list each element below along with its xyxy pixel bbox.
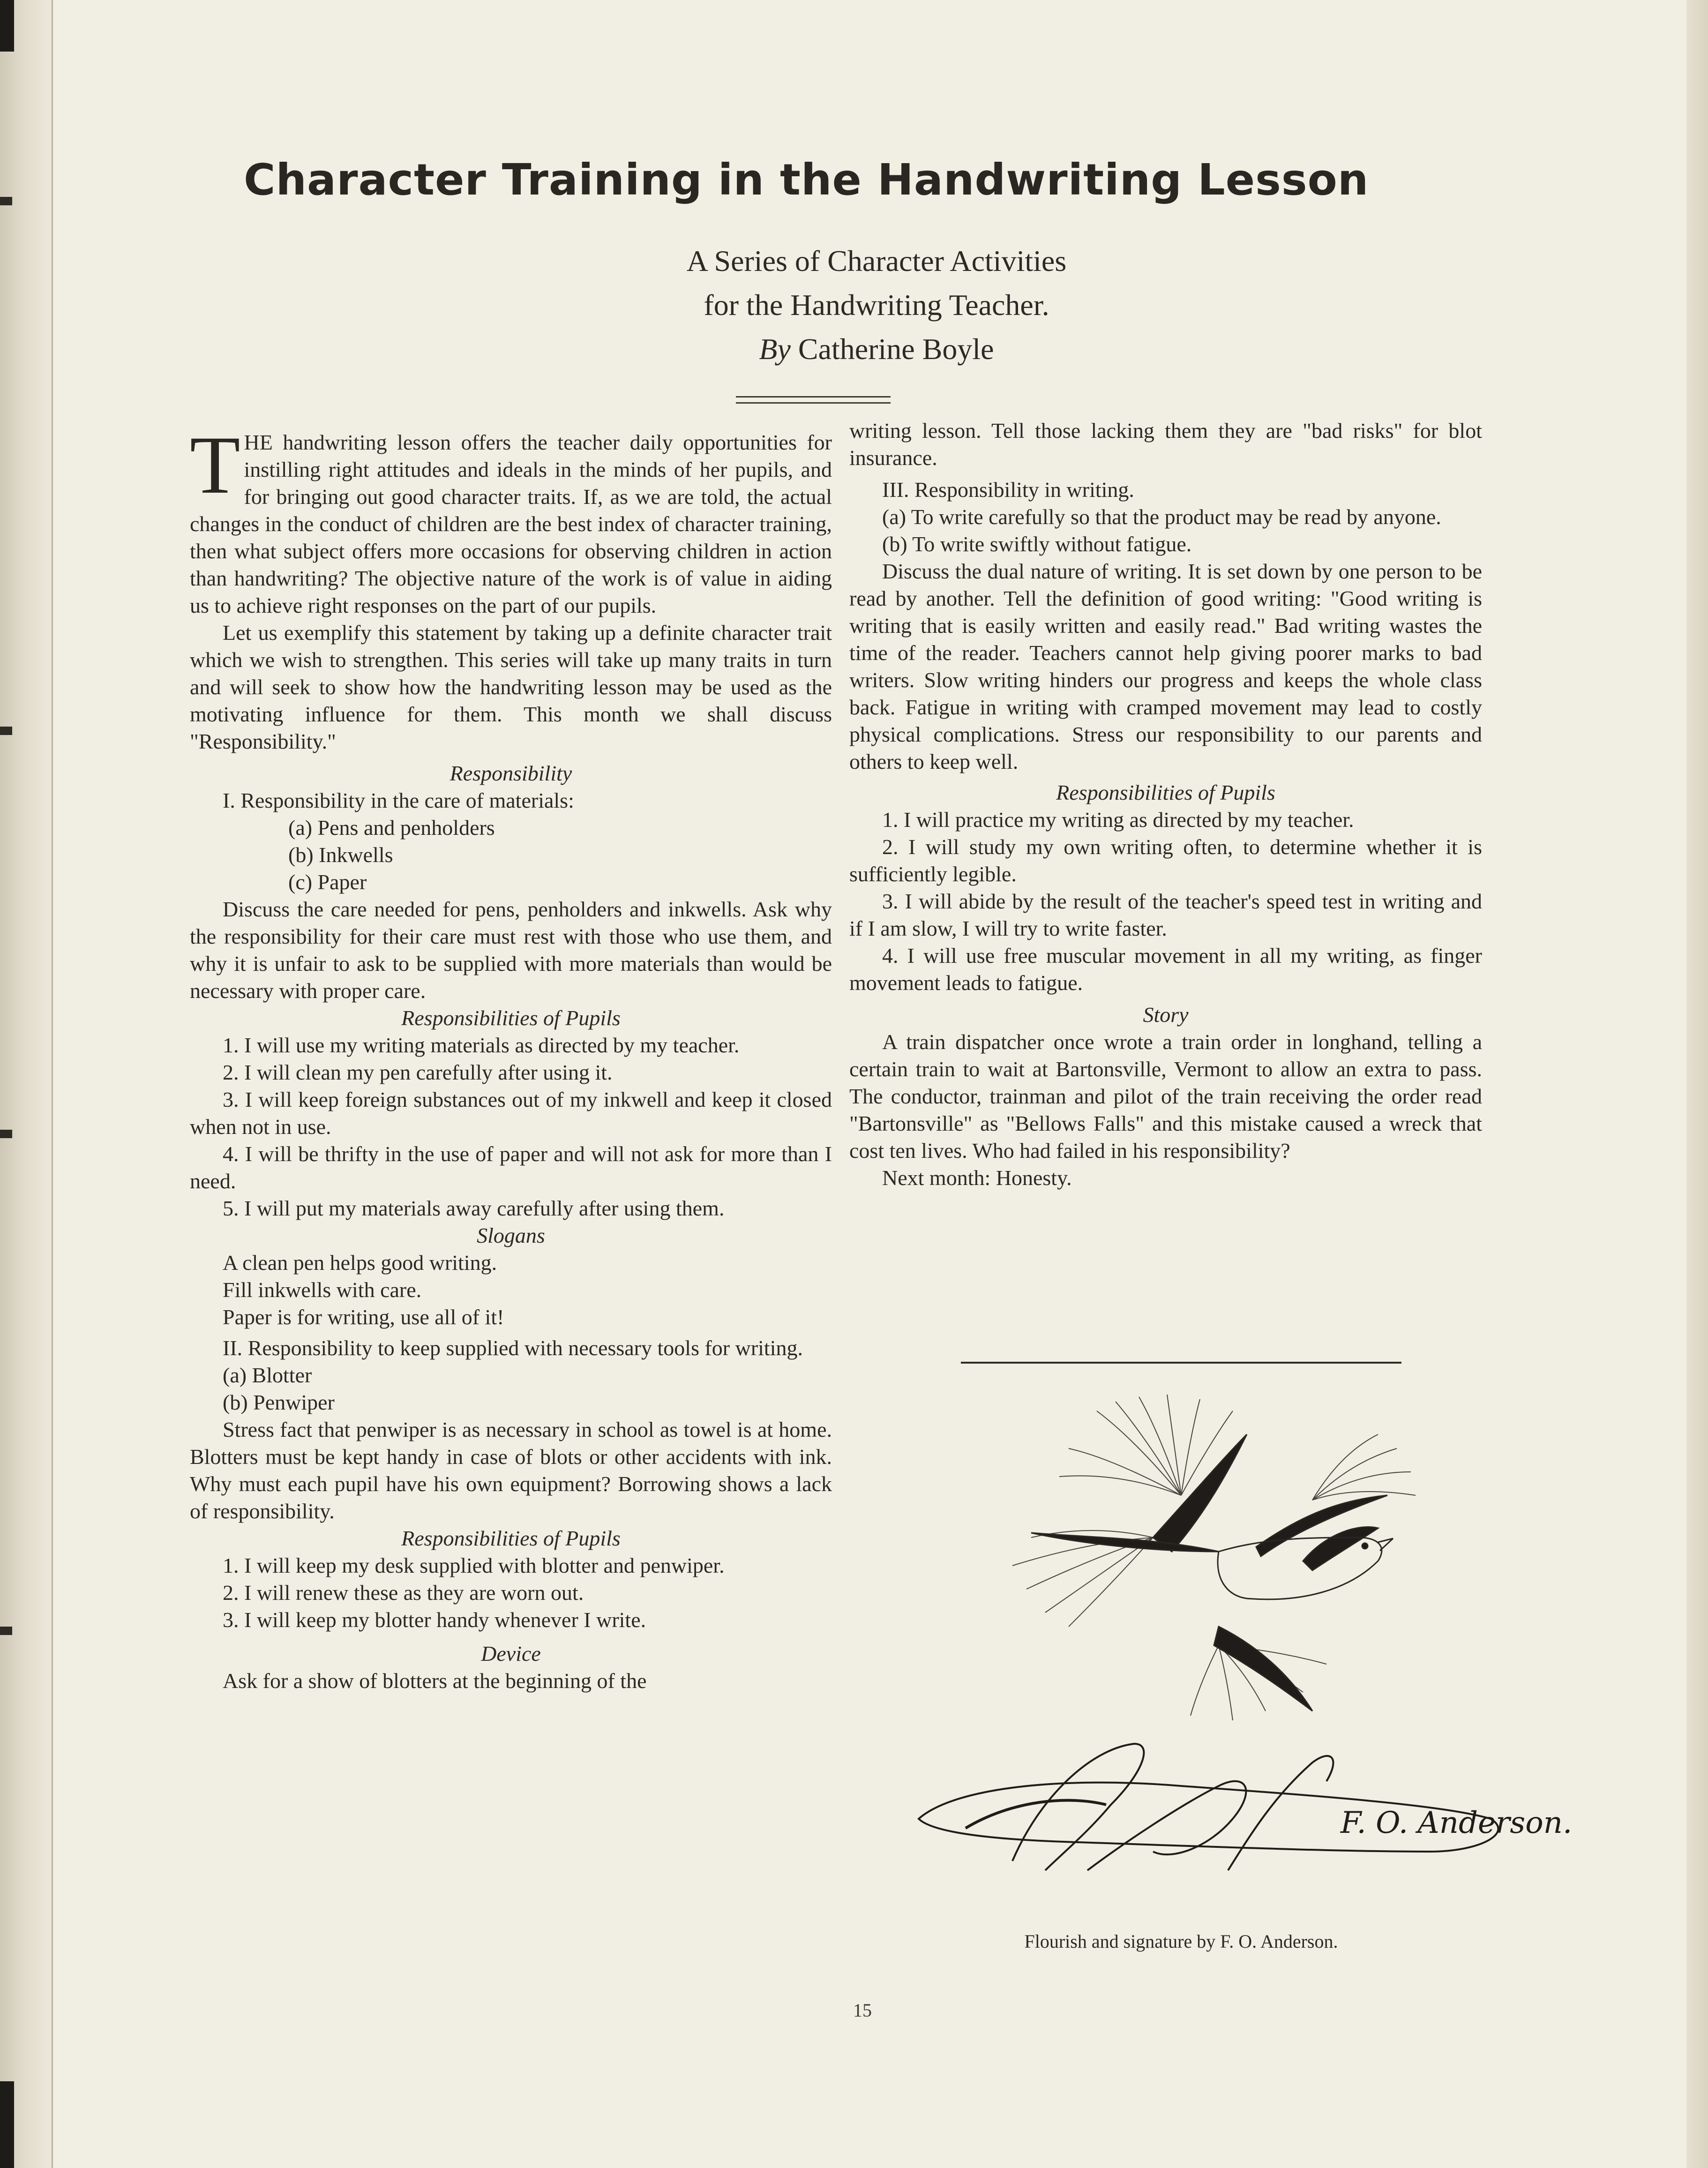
list-item: (b) Penwiper [223,1390,335,1414]
paragraph: Discuss the dual nature of writing. It is set down by one person to be read by another. Tell the definition of good writing: "Good writing is writing that is easily written and easily read." Bad writing wastes the time of the reader. Teachers cannot help giving poorer marks to bad writers. Slow writing hinders our progress and keeps the whole class back. Fatigue in writing with cramped movement may lead to costly physical complications. Stress our responsibility to our parents and others to keep well. [849,559,1482,773]
binding-mark [0,197,12,205]
drop-cap: T [190,420,240,511]
slogan: A clean pen helps good writing. [223,1251,497,1275]
section-heading: Responsibilities of Pupils [401,1526,621,1550]
binding-mark [0,1627,12,1635]
section-heading: Story [1143,1003,1189,1027]
list-item: 2. I will clean my pen carefully after using it. [223,1060,613,1084]
page-edge-shadow [0,2081,14,2168]
binding-spine [0,0,53,2168]
section-title: I. Responsibility in the care of materials: [223,788,574,812]
list-item: 2. I will study my own writing often, to determine whether it is sufficiently legible. [849,835,1482,886]
list-item: (a) To write carefully so that the product may be read by anyone. [882,505,1441,529]
list-item: 3. I will abide by the result of the teacher's speed test in writing and if I am slow, I will try to write faster. [849,889,1482,940]
list-item: 3. I will keep my blotter handy whenever I write. [223,1608,646,1632]
subtitle-line: for the Handwriting Teacher. [704,288,1049,322]
illustration-divider [961,1362,1401,1364]
paragraph: Stress fact that penwiper is as necessary in school as towel is at home. Blotters must be kept handy in case of blots or other accidents with ink. Why must each pupil have his own equipment? Borrowing shows a lack of responsibility. [190,1418,832,1523]
left-column [190,420,832,1695]
list-item: (c) Paper [288,870,367,894]
list-item: (a) Pens and penholders [288,816,495,840]
signature-text: F. O. Anderson. [1341,1806,1573,1840]
byline-prefix: By [759,332,791,366]
section-heading: Responsibilities of Pupils [1056,780,1275,804]
paragraph: Ask for a show of blotters at the beginning of the [223,1669,647,1693]
paragraph: Discuss the care needed for pens, penholders and inkwells. Ask why the responsibility for their care must rest with those who use them, and why it is unfair to ask to be supplied with more materials than would be necessary with proper care. [190,897,832,1003]
paragraph: writing lesson. Tell those lacking them they are "bad risks" for blot insurance. [849,419,1482,470]
section-heading: Responsibility [449,761,572,785]
article-title: Character Training in the Handwriting Lesson [244,155,1369,205]
illustration-caption: Flourish and signature by F. O. Anderson. [1024,1931,1338,1952]
section-heading: Device [481,1642,541,1665]
list-item: 4. I will use free muscular movement in all my writing, as finger movement leads to fatigue. [849,944,1482,995]
list-item: 1. I will practice my writing as directed by my teacher. [882,808,1354,832]
binding-mark [0,1130,12,1138]
list-item: 1. I will use my writing materials as directed by my teacher. [223,1033,740,1057]
list-item: (a) Blotter [223,1363,312,1387]
flourish-illustration [891,1383,1573,1922]
page-edge [1686,0,1708,2168]
section-title: II. Responsibility to keep supplied with necessary tools for writing. [223,1336,803,1360]
section-heading: Responsibilities of Pupils [401,1006,621,1030]
title-divider [736,396,891,404]
list-item: 5. I will put my materials away carefully after using them. [223,1196,725,1220]
bird-flourish [1012,1395,1416,1720]
list-item: (b) Inkwells [288,843,393,867]
section-heading: Slogans [477,1223,545,1247]
binding-mark [0,727,12,735]
paragraph: Let us exemplify this statement by taking up a definite character trait which we wish to strengthen. This series will take up many traits in turn and will seek to show how the handwriting lesson may be used as the motivating influence for them. This month we shall discuss "Responsibility." [190,621,832,753]
list-item: 4. I will be thrifty in the use of paper and will not ask for more than I need. [190,1142,832,1193]
byline [562,328,1191,370]
page-number: 15 [853,2000,872,2021]
slogan: Fill inkwells with care. [223,1278,422,1302]
right-column [849,417,1482,1192]
subtitle-line: A Series of Character Activities [686,244,1067,278]
byline-name: Catherine Boyle [798,332,994,366]
next-month-note: Next month: Honesty. [882,1166,1072,1190]
slogan: Paper is for writing, use all of it! [223,1305,504,1329]
list-item: 3. I will keep foreign substances out of my inkwell and keep it closed when not in use. [190,1088,832,1139]
story-paragraph: A train dispatcher once wrote a train order in longhand, telling a certain train to wait at Bartonsville, Vermont to allow an extra to pass. The conductor, trainman and pilot of the train receiving the order read "Bartonsville" as "Bellows Falls" and this mistake caused a wreck that cost ten lives. Who had failed in his responsibility? [849,1030,1482,1163]
intro-paragraph [190,420,832,619]
list-item: 2. I will renew these as they are worn out. [223,1581,584,1605]
list-item: (b) To write swiftly without fatigue. [882,532,1192,556]
intro-text: HE handwriting lesson offers the teacher daily opportunities for instilling right attitudes and ideals in the minds of her pupils, and for bringing out good character traits. If, as we are told, the actual changes in the conduct of children are the best index of character training, then what subject offers more occasions for observing children in action than handwriting? The objective nature of the work is of value in aiding us to achieve right responses on the part of our pupils. [190,430,832,617]
list-item: 1. I will keep my desk supplied with blotter and penwiper. [223,1553,725,1577]
section-title: III. Responsibility in writing. [882,478,1134,502]
page-edge-shadow [0,0,14,52]
